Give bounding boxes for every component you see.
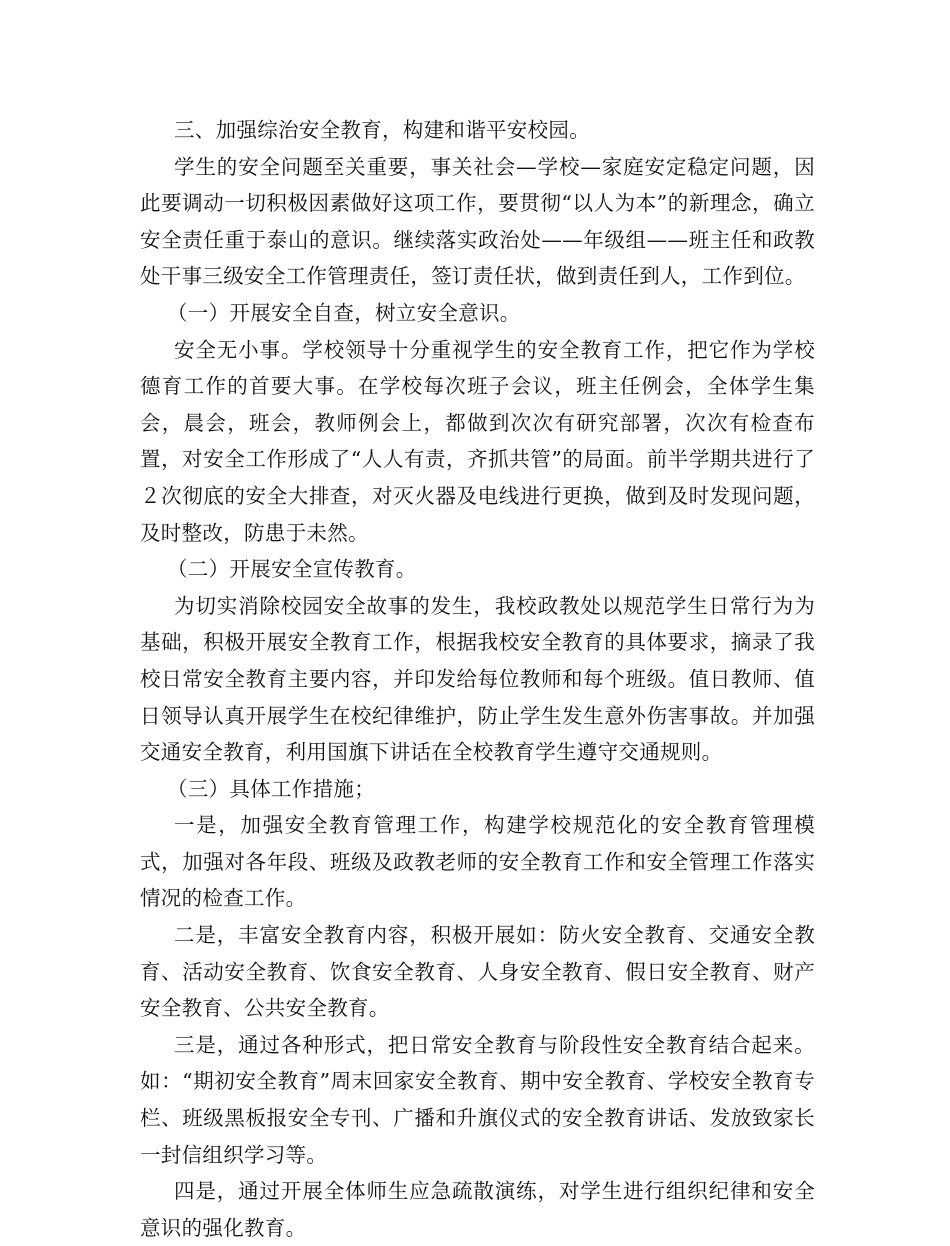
subheading-3: （三）具体工作措施； [167,776,375,801]
measure-3: 三是，通过各种形式，把日常安全教育与阶段性安全教育结合起来。如：“期初安全教育”周末回家安全教育、期中安全教育、学校安全教育专栏、班级黑板报安全专刊、广播和升旗仪式的安全教育讲话、发放致家长一封信组织学习等。 [140,1032,815,1167]
subheading-1: （一）开展安全自查，树立安全意识。 [167,300,521,325]
paragraph-intro: 学生的安全问题至关重要，事关社会—学校—家庭安定稳定问题，因此要调动一切积极因素做好这项工作，要贯彻“以人为本”的新理念，确立安全责任重于泰山的意识。继续落实政治处——年级组——班主任和政教处干事三级安全工作管理责任，签订责任状，做到责任到人，工作到位。 [140,154,815,289]
section-heading-3: 三、加强综治安全教育，构建和谐平安校园。 [174,118,590,142]
measure-2: 二是，丰富安全教育内容，积极开展如：防火安全教育、交通安全教育、活动安全教育、饮食安全教育、人身安全教育、假日安全教育、财产安全教育、公共安全教育。 [140,923,815,1021]
paragraph-publicity: 为切实消除校园安全故事的发生，我校政教处以规范学生日常行为为基础，积极开展安全教育工作，根据我校安全教育的具体要求，摘录了我校日常安全教育主要内容，并印发给每位教师和每个班级。值日教师、值日领导认真开展学生在校纪律维护，防止学生发生意外伤害事故。并加强交通安全教育，利用国旗下讲话在全校教育学生遵守交通规则。 [140,593,815,765]
measure-1: 一是，加强安全教育管理工作，构建学校规范化的安全教育管理模式，加强对各年段、班级及政教老师的安全教育工作和安全管理工作落实情况的检查工作。 [140,813,815,911]
measure-4: 四是，通过开展全体师生应急疏散演练，对学生进行组织纪律和安全意识的强化教育。 [140,1179,815,1240]
paragraph-self-check: 安全无小事。学校领导十分重视学生的安全教育工作，把它作为学校德育工作的首要大事。在学校每次班子会议，班主任例会，全体学生集会，晨会，班会，教师例会上，都做到次次有研究部署，次次有检查布置，对安全工作形成了“人人有责，齐抓共管”的局面。前半学期共进行了２次彻底的安全大排查，对灭火器及电线进行更换，做到及时发现问题，及时整改，防患于未然。 [140,337,815,545]
subheading-2: （二）开展安全宣传教育。 [167,557,417,582]
document-body [140,112,815,1246]
